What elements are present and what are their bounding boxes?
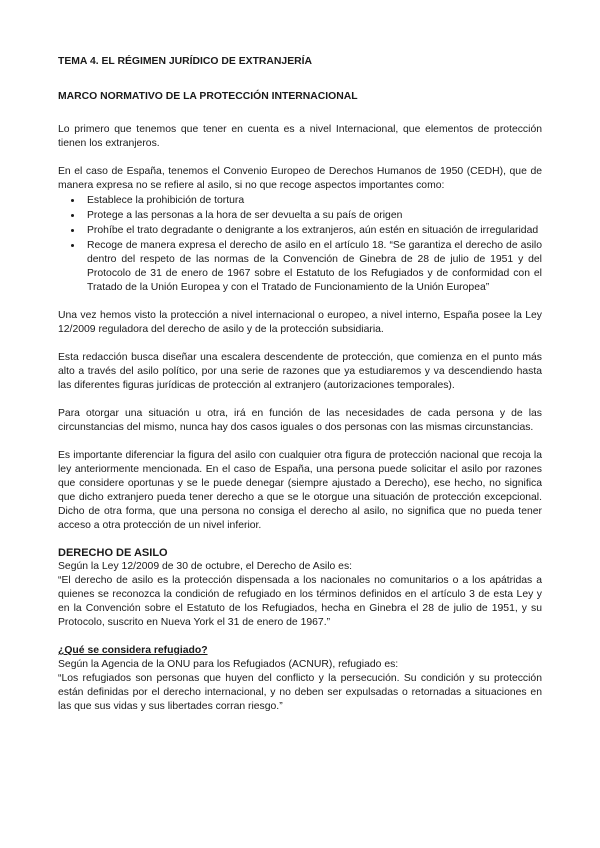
list-item: • Establece la prohibición de tortura xyxy=(83,193,542,208)
paragraph-otorgar: Para otorgar una situación u otra, irá en función de las necesidades de cada persona y de las circunstancias del mismo, nunca hay dos casos iguales o dos personas con las mismas circunstancias. xyxy=(58,408,542,433)
paragraph-ley-12-2009: Una vez hemos visto la protección a nivel internacional o europeo, a nivel interno, España posee la Ley 12/2009 reguladora del derecho de asilo y de la protección subsidiaria. xyxy=(58,310,542,335)
asilo-intro: Según la Ley 12/2009 de 30 de octubre, el Derecho de Asilo es: xyxy=(58,561,353,572)
paragraph-diferenciar: Es importante diferenciar la figura del asilo con cualquier otra figura de protección nacional que recoja la ley anteriormente mencionada. En el caso de España, una persona puede solicitar el asilo por razones que considere oportunas y se le puede denegar (siempre ajustado a Derecho), ese hecho, no significa que dicho extranjero pueda tener derecho a que se le otorgue una situación de protección excepcional. Dicho de otra forma, que una persona no consiga el derecho al asilo, no significa que no pueda tener acceso a otra protección de un nivel inferior. xyxy=(58,450,542,531)
refugiado-intro: Según la Agencia de la ONU para los Refugiados (ACNUR), refugiado es: xyxy=(58,659,399,670)
paragraph-intro: Lo primero que tenemos que tener en cuenta es a nivel Internacional, que elementos de protección tienen los extranjeros. xyxy=(58,124,542,149)
heading-derecho-de-asilo: DERECHO DE ASILO xyxy=(58,547,168,559)
list-item: • Protege a las personas a la hora de ser devuelta a su país de origen xyxy=(83,208,542,223)
refugiado-quote: “Los refugiados son personas que huyen del conflicto y la persecución. Su condición y su protección están definidas por el derecho internacional, y no deben ser expulsadas o retornadas a situaciones en las que sus vidas y sus libertades corran riesgo.” xyxy=(58,673,542,712)
list-item: • Recoge de manera expresa el derecho de asilo en el artículo 18. “Se garantiza el derecho de asilo dentro del respeto de las normas de la Convención de Ginebra de 28 de julio de 1951 y del Protocolo de 31 de enero de 1967 sobre el Estatuto de los Refugiados y de conformidad con el Tratado de la Unión Europea y con el Tratado de Funcionamiento de la Unión Europea” xyxy=(83,238,542,295)
asilo-quote: “El derecho de asilo es la protección dispensada a los nacionales no comunitarios o a los apátridas a quienes se reconozca la condición de refugiado en los términos definidos en el artículo 3 de esta Ley y en la Convención sobre el Estatuto de los Refugiados, hecha en Ginebra el 28 de julio de 1951, y su Protocolo, suscrito en Nueva York el 31 de enero de 1967.” xyxy=(58,575,542,628)
cedh-bullet-list xyxy=(58,193,542,295)
paragraph-cedh: En el caso de España, tenemos el Convenio Europeo de Derechos Humanos de 1950 (CEDH), que de manera expresa no se refiere al asilo, si no que recoge aspectos importantes como: xyxy=(58,166,542,191)
page-title: TEMA 4. EL RÉGIMEN JURÍDICO DE EXTRANJERÍA xyxy=(58,56,313,67)
list-item: • Prohíbe el trato degradante o denigrante a los extranjeros, aún estén en situación de irregularidad xyxy=(83,223,542,238)
section-subtitle: MARCO NORMATIVO DE LA PROTECCIÓN INTERNACIONAL xyxy=(58,91,358,102)
paragraph-escalera: Esta redacción busca diseñar una escalera descendente de protección, que comienza en el punto más alto a través del asilo político, por una serie de razones que ya estudiaremos y va descendiendo hasta las diferentes figuras jurídicas de protección al extranjero (autorizaciones temporales). xyxy=(58,352,542,391)
heading-refugiado: ¿Qué se considera refugiado? xyxy=(58,645,208,656)
